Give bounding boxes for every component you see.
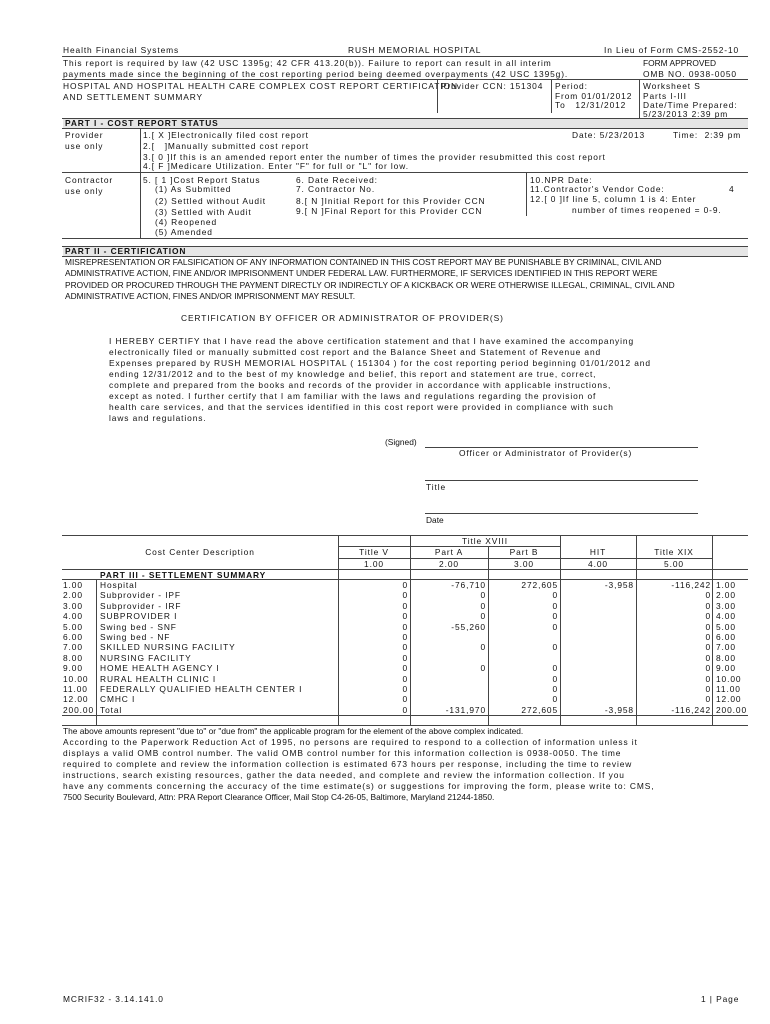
cell-part-b: 0 (552, 611, 558, 622)
col-header-part-a: Part A (434, 547, 464, 557)
item8-initial-report: 8.[ N ]Initial Report for this Provider CCN (296, 196, 486, 206)
row-line-number-right: 8.00 (716, 652, 736, 663)
row-description: Subprovider - IPF (100, 590, 181, 601)
cell-title-xix: -116,242 (671, 580, 711, 590)
cell-part-b: 0 (552, 694, 558, 705)
item1-date: Date: 5/23/2013 (572, 130, 646, 140)
row-line-number-right: 4.00 (716, 611, 736, 622)
part3-heading: PART III - SETTLEMENT SUMMARY (100, 570, 267, 580)
row-line-number: 7.00 (63, 642, 83, 653)
row-line-number-right: 5.00 (716, 621, 736, 632)
row-line-number: 2.00 (63, 590, 83, 601)
paperwork-line2: displays a valid OMB control number. The valid OMB control number for this information collection is 0938-0050. The time (63, 748, 622, 758)
date-prepared-label: Date/Time Prepared: (643, 100, 738, 110)
row-description: CMHC I (100, 694, 136, 705)
row-line-number-right: 6.00 (716, 632, 736, 642)
row-line-number-right: 7.00 (716, 642, 736, 653)
worksheet-parts: Parts I-III (643, 91, 687, 101)
cell-title-v: 0 (402, 642, 408, 653)
signed-label: (Signed) (385, 437, 417, 447)
cell-title-v: 0 (402, 694, 408, 705)
report-title-line2: AND SETTLEMENT SUMMARY (63, 92, 204, 102)
row-line-number-right: 10.00 (716, 673, 742, 684)
row-description: Swing bed - NF (100, 632, 171, 642)
part1-heading: PART I - COST REPORT STATUS (65, 118, 219, 128)
settlement-footnote: The above amounts represent "due to" or "due from" the applicable program for the element of the above complex indicated. (63, 726, 524, 736)
cell-part-a: 0 (480, 611, 486, 622)
col-num-part-b: 3.00 (514, 559, 534, 569)
cell-title-v: 0 (402, 704, 408, 715)
contractor-use-label-2: use only (65, 186, 104, 196)
status-option-2: (2) Settled without Audit (155, 196, 266, 206)
col-num-hit: 4.00 (588, 559, 608, 569)
row-line-number: 5.00 (63, 621, 83, 632)
paperwork-line1: According to the Paperwork Reduction Act of 1995, no persons are required to respond to a collection of information unless it (63, 737, 638, 747)
paperwork-line4: instructions, search existing resources, gather the data needed, and complete and review the information collection. If you (63, 770, 625, 780)
item11-vendor-code-value: 4 (729, 184, 735, 194)
row-line-number: 3.00 (63, 600, 83, 611)
header-notice-line1: This report is required by law (42 USC 1395g; 42 CFR 413.20(b)). Failure to report can result in all interim (63, 58, 552, 68)
row-line-number: 6.00 (63, 632, 83, 642)
cell-part-b: 0 (552, 621, 558, 632)
report-title-line1: HOSPITAL AND HOSPITAL HEALTH CARE COMPLEX COST REPORT CERTIFICATION (63, 81, 458, 91)
footer-page-number: 1 | Page (701, 994, 740, 1004)
item6-date-received: 6. Date Received: (296, 175, 378, 185)
certification-line4: ending 12/31/2012 and to the best of my knowledge and belief, this report and statement are true, correct, (109, 369, 597, 379)
row-line-number: 4.00 (63, 611, 83, 622)
cell-part-a: -55,260 (451, 621, 486, 632)
paperwork-line3: required to complete and review the information collection is estimated 673 hours per response, including the time to review (63, 759, 633, 769)
cell-part-b: 0 (552, 642, 558, 653)
col-header-hit: HIT (589, 547, 607, 557)
provider-use-label-1: Provider (65, 130, 104, 140)
item10-npr-date: 10.NPR Date: (530, 175, 593, 185)
cell-title-xix: 0 (705, 673, 711, 684)
col-num-title-xix: 5.00 (664, 559, 684, 569)
period-to: To 12/31/2012 (555, 100, 627, 110)
cell-title-xix: -116,242 (671, 704, 711, 715)
cell-part-b: 0 (552, 663, 558, 674)
row-line-number: 11.00 (63, 684, 88, 694)
row-line-number-right: 11.00 (716, 684, 741, 694)
certification-line1: I HEREBY CERTIFY that I have read the above certification statement and that I have examined the accompanying (109, 336, 634, 346)
item12-reopened: 12.[ 0 ]If line 5, column 1 is 4: Enter (530, 194, 697, 204)
paperwork-line5: have any comments concerning the accuracy of the time estimate(s) or suggestions for improving the form, please write to: CMS, (63, 781, 655, 791)
certification-line7: health care services, and that the services identified in this cost report were provided in compliance with such (109, 402, 614, 412)
date-prepared: 5/23/2013 2:39 pm (643, 109, 729, 119)
item1-electronic: 1.[ X ]Electronically filed cost report (143, 130, 309, 140)
cell-part-a: -76,710 (451, 580, 486, 590)
cell-title-xix: 0 (705, 590, 711, 601)
row-description: Hospital (100, 580, 138, 590)
row-description: Swing bed - SNF (100, 621, 177, 632)
warning-line4: ADMINISTRATIVE ACTION, FINES AND/OR IMPRISONMENT MAY RESULT. (65, 291, 356, 301)
row-line-number-right: 200.00 (716, 704, 748, 715)
status-option-1: (1) As Submitted (155, 184, 232, 194)
certification-line2: electronically filed or manually submitted cost report and the Balance Sheet and Statement of Revenue and (109, 347, 602, 357)
row-line-number: 10.00 (63, 673, 89, 684)
cell-part-b: 0 (552, 684, 558, 694)
cell-part-b: 272,605 (521, 704, 558, 715)
worksheet-label: Worksheet S (643, 81, 701, 91)
warning-line2: ADMINISTRATIVE ACTION, FINE AND/OR IMPRISONMENT UNDER FEDERAL LAW. FURTHERMORE, IF SERVICES IDENTIFIED IN THIS REPORT WERE (65, 268, 658, 278)
col-header-title-xix: Title XIX (654, 547, 694, 557)
row-line-number: 8.00 (63, 652, 83, 663)
header-software: Health Financial Systems (63, 45, 180, 55)
header-hospital-name: RUSH MEMORIAL HOSPITAL (348, 45, 482, 55)
item2-manual: 2.[ ]Manually submitted cost report (143, 141, 309, 151)
footer-software-version: MCRIF32 - 3.14.141.0 (63, 994, 164, 1004)
row-line-number-right: 9.00 (716, 663, 736, 674)
row-line-number: 200.00 (63, 704, 95, 715)
certification-title: CERTIFICATION BY OFFICER OR ADMINISTRATOR OF PROVIDER(S) (181, 313, 504, 323)
cell-title-v: 0 (402, 600, 408, 611)
row-description: FEDERALLY QUALIFIED HEALTH CENTER I (100, 684, 303, 694)
title-line[interactable] (425, 480, 698, 481)
col-header-description: Cost Center Description (145, 547, 255, 557)
col-num-title-v: 1.00 (364, 559, 384, 569)
row-description: NURSING FACILITY (100, 652, 192, 663)
cell-title-v: 0 (402, 590, 408, 601)
cell-part-b: 0 (552, 600, 558, 611)
row-line-number: 9.00 (63, 663, 83, 674)
cell-title-xix: 0 (705, 600, 711, 611)
cell-title-xix: 0 (705, 663, 711, 674)
cell-part-a: -131,970 (445, 704, 486, 715)
part2-heading: PART II - CERTIFICATION (65, 246, 187, 256)
item7-contractor-no: 7. Contractor No. (296, 184, 376, 194)
paperwork-line6: 7500 Security Boulevard, Attn: PRA Report Clearance Officer, Mail Stop C4-26-05, Baltimore, Maryland 21244-1850. (63, 792, 495, 802)
status-option-5: (5) Amended (155, 227, 213, 237)
cell-title-xix: 0 (705, 694, 711, 705)
row-description: Subprovider - IRF (100, 600, 182, 611)
cell-title-xix: 0 (705, 652, 711, 663)
cell-part-b: 0 (552, 673, 558, 684)
cell-title-v: 0 (402, 663, 408, 674)
certification-line8: laws and regulations. (109, 413, 207, 423)
cell-part-a: 0 (480, 590, 486, 601)
row-description: RURAL HEALTH CLINIC I (100, 673, 217, 684)
warning-line3: PROVIDED OR PROCURED THROUGH THE PAYMENT DIRECTLY OR INDIRECTLY OF A KICKBACK OR WERE OTHERWISE ILLEGAL, CRIMINAL, CIVIL AND (65, 280, 675, 290)
certification-line5: complete and prepared from the books and records of the provider in accordance with applicable instructions, (109, 380, 612, 390)
item4-utilization: 4.[ F ]Medicare Utilization. Enter "F" for full or "L" for low. (143, 161, 409, 171)
cell-part-a: 0 (480, 600, 486, 611)
provider-use-label-2: use only (65, 141, 104, 151)
item1-time: Time: 2:39 pm (673, 130, 742, 140)
cell-title-v: 0 (402, 684, 408, 694)
certification-line6: except as noted. I further certify that I am familiar with the laws and regulations regarding the provision of (109, 391, 597, 401)
omb-number: OMB NO. 0938-0050 (643, 69, 737, 79)
item11-vendor-code: 11.Contractor's Vendor Code: (530, 184, 665, 194)
col-num-part-a: 2.00 (439, 559, 459, 569)
form-approved-label: FORM APPROVED (643, 58, 717, 68)
row-line-number: 1.00 (63, 580, 83, 590)
cell-title-xix: 0 (705, 684, 711, 694)
cell-title-v: 0 (402, 632, 408, 642)
row-description: Total (100, 704, 123, 715)
col-group-title-xviii: Title XVIII (462, 536, 508, 546)
status-option-3: (3) Settled with Audit (155, 207, 252, 217)
cell-title-v: 0 (402, 673, 408, 684)
row-line-number-right: 1.00 (716, 580, 736, 590)
cell-title-v: 0 (402, 621, 408, 632)
cell-title-xix: 0 (705, 632, 711, 642)
row-description: SKILLED NURSING FACILITY (100, 642, 236, 653)
header-notice-line2: payments made since the beginning of the cost reporting period being deemed overpayments (42 USC 1395g). (63, 69, 569, 79)
col-header-title-v: Title V (359, 547, 389, 557)
provider-ccn: Provider CCN: 151304 (441, 81, 544, 91)
officer-label: Officer or Administrator of Provider(s) (459, 448, 633, 458)
date-line[interactable] (425, 513, 698, 514)
period-label: Period: (555, 81, 588, 91)
cell-hit: -3,958 (604, 704, 634, 715)
row-line-number-right: 2.00 (716, 590, 736, 601)
cell-part-a: 0 (480, 642, 486, 653)
col-header-part-b: Part B (509, 547, 539, 557)
cell-part-a: 0 (480, 663, 486, 674)
cell-part-b: 272,605 (521, 580, 558, 590)
item5-status: 5. [ 1 ]Cost Report Status (143, 175, 261, 185)
row-line-number-right: 3.00 (716, 600, 736, 611)
header-form-number: In Lieu of Form CMS-2552-10 (604, 45, 740, 55)
period-from: From 01/01/2012 (555, 91, 633, 101)
cell-title-xix: 0 (705, 621, 711, 632)
cell-title-v: 0 (402, 580, 408, 590)
title-label: Title (426, 482, 447, 492)
cell-part-b: 0 (552, 590, 558, 601)
item12-reopened-line2: number of times reopened = 0-9. (572, 205, 722, 215)
row-line-number-right: 12.00 (716, 694, 742, 705)
cell-title-v: 0 (402, 652, 408, 663)
item9-final-report: 9.[ N ]Final Report for this Provider CCN (296, 206, 483, 216)
row-description: SUBPROVIDER I (100, 611, 178, 622)
row-line-number: 12.00 (63, 694, 89, 705)
date-label: Date (426, 515, 444, 525)
cell-title-xix: 0 (705, 642, 711, 653)
row-description: HOME HEALTH AGENCY I (100, 663, 220, 674)
cell-hit: -3,958 (604, 580, 634, 590)
cell-title-v: 0 (402, 611, 408, 622)
warning-line1: MISREPRESENTATION OR FALSIFICATION OF ANY INFORMATION CONTAINED IN THIS COST REPORT MAY BE PUNISHABLE BY CRIMINAL, CIVIL AND (65, 257, 662, 267)
item3-amended: 3.[ 0 ]If this is an amended report enter the number of times the provider resubmitted this cost report (143, 152, 606, 162)
contractor-use-label-1: Contractor (65, 175, 114, 185)
certification-line3: Expenses prepared by RUSH MEMORIAL HOSPITAL ( 151304 ) for the cost reporting period beginning 01/01/2012 and (109, 358, 651, 368)
cell-title-xix: 0 (705, 611, 711, 622)
status-option-4: (4) Reopened (155, 217, 218, 227)
